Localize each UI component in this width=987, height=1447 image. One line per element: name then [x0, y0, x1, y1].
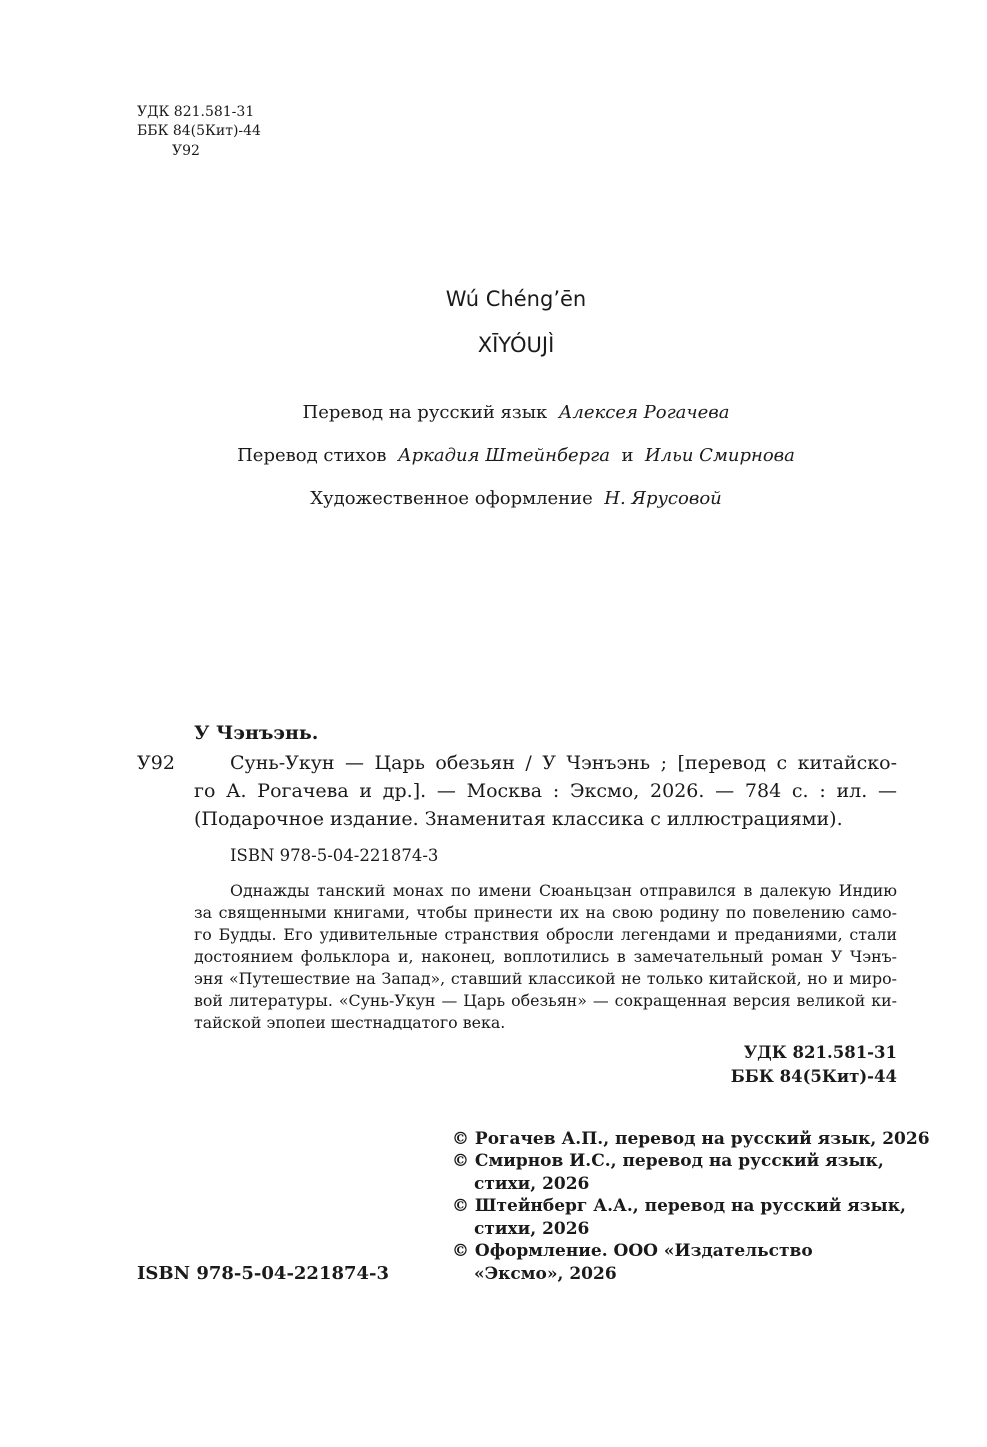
credit-translation-name: Алексея Рогачева: [558, 402, 730, 423]
bbk-code-top: ББК 84(5Кит)-44: [137, 123, 261, 139]
credit-poems-label: Перевод стихов: [237, 445, 387, 466]
credit-poems: [0, 445, 987, 466]
annotation-line: достоянием фольклора и, наконец, воплотились в замечательный роман У Чэнъ-: [194, 947, 897, 966]
author-mark-top: У92: [172, 143, 200, 159]
bib-code: У92: [137, 752, 175, 774]
annotation-line: го Будды. Его удивительные странствия обросли легендами и преданиями, стали: [194, 925, 897, 944]
bib-line: (Подарочное издание. Знаменитая классика с иллюстрациями).: [194, 808, 843, 830]
credit-design-label: Художественное оформление: [310, 488, 593, 509]
bib-author: У Чэнъэнь.: [194, 722, 319, 744]
bib-line: Сунь-Укун — Царь обезьян / У Чэнъэнь ; [перевод с китайско-: [230, 752, 897, 774]
annotation-line: эня «Путешествие на Запад», ставший классикой не только китайской, но и миро-: [194, 969, 897, 988]
copyright-line: «Эксмо», 2026: [474, 1264, 617, 1284]
annotation-line: вой литературы. «Сунь-Укун — Царь обезьян» — сокращенная версия великой ки-: [194, 991, 897, 1010]
credit-translation: [0, 402, 987, 423]
original-title: XĪYÓUJÌ: [477, 333, 555, 357]
copyright-line: © Смирнов И.С., перевод на русский язык,: [452, 1151, 884, 1171]
copyright-line: стихи, 2026: [474, 1174, 590, 1194]
credit-translation-label: Перевод на русский язык: [302, 402, 548, 423]
annotation-line: за священными книгами, чтобы принести их на свою родину по повелению само-: [194, 903, 897, 922]
bib-line: го А. Рогачева и др.]. — Москва : Эксмо, 2026. — 784 с. : ил. —: [194, 780, 897, 802]
udk-code-top: УДК 821.581-31: [137, 104, 255, 120]
annotation-line: Однажды танский монах по имени Сюаньцзан отправился в далекую Индию: [230, 881, 897, 900]
isbn-inline: ISBN 978-5-04-221874-3: [230, 846, 439, 865]
copyright-line: © Оформление. ООО «Издательство: [452, 1241, 813, 1261]
credit-poems-name-2: Ильи Смирнова: [644, 445, 795, 466]
copyright-line: стихи, 2026: [474, 1219, 590, 1239]
annotation-line: тайской эпопеи шестнадцатого века.: [194, 1013, 506, 1032]
copyright-line: © Рогачев А.П., перевод на русский язык, 2026: [452, 1129, 930, 1149]
credit-poems-conj: и: [621, 445, 634, 466]
udk-code-bottom: УДК 821.581-31: [743, 1043, 897, 1062]
copyright-line: © Штейнберг А.А., перевод на русский язык,: [452, 1196, 906, 1216]
original-author: Wú Chéng’ēn: [445, 287, 587, 311]
credit-design: [0, 488, 987, 509]
credit-poems-name-1: Аркадия Штейнберга: [398, 445, 610, 466]
credit-design-name: Н. Ярусовой: [604, 488, 722, 509]
bbk-code-bottom: ББК 84(5Кит)-44: [730, 1067, 897, 1086]
isbn-bold: ISBN 978-5-04-221874-3: [137, 1263, 390, 1284]
